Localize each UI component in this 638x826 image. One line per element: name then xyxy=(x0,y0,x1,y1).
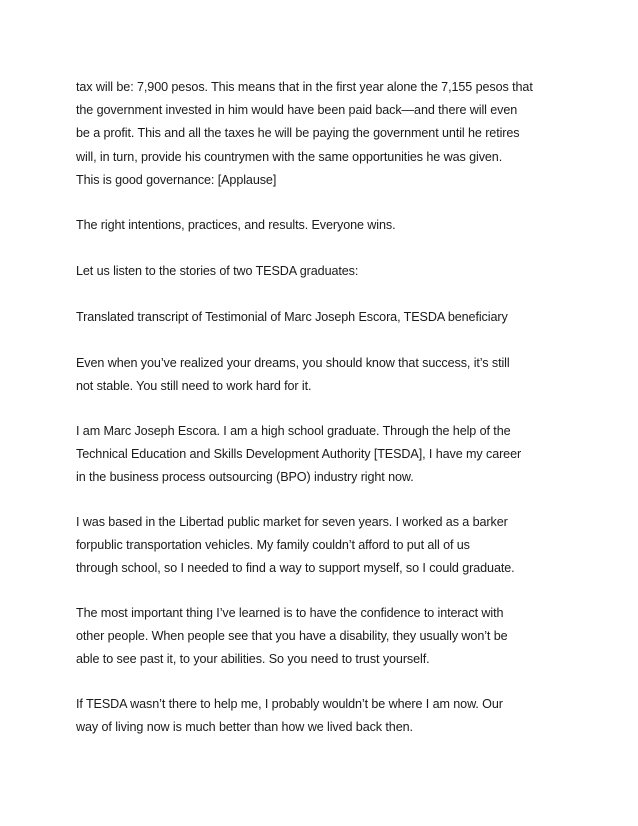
text-line: This is good governance: [Applause] xyxy=(76,172,277,187)
text-line: through school, so I needed to find a way to support myself, so I could graduate. xyxy=(76,561,515,576)
text-line: I was based in the Libertad public market for seven years. I worked as a barker xyxy=(76,515,508,529)
text-line: forpublic transportation vehicles. My family couldn’t afford to put all of us xyxy=(76,538,470,553)
paragraph-governance xyxy=(76,76,576,192)
text-line: The most important thing I’ve learned is to have the confidence to interact with xyxy=(76,606,504,620)
text-line: If TESDA wasn’t there to help me, I probably wouldn’t be where I am now. Our xyxy=(76,697,503,711)
text-line: other people. When people see that you have a disability, they usually won’t be xyxy=(76,629,508,644)
text-line: Technical Education and Skills Development Authority [TESDA], I have my career xyxy=(76,447,522,462)
text-line: able to see past it, to your abilities. So you need to trust yourself. xyxy=(76,652,430,667)
paragraph-living-better xyxy=(76,693,576,739)
text-line: I am Marc Joseph Escora. I am a high school graduate. Through the help of the xyxy=(76,424,511,438)
text-line: not stable. You still need to work hard for it. xyxy=(76,379,312,394)
text-line: Translated transcript of Testimonial of Marc Joseph Escora, TESDA beneficiary xyxy=(76,310,508,324)
text-line: Let us listen to the stories of two TESDA graduates: xyxy=(76,264,359,278)
text-line: way of living now is much better than how we lived back then. xyxy=(76,720,413,735)
paragraph-libertad-market xyxy=(76,511,576,581)
paragraph-introduction xyxy=(76,420,576,490)
text-line: will, in turn, provide his countrymen with the same opportunities he was given. xyxy=(76,149,503,164)
paragraph-confidence xyxy=(76,602,576,672)
text-line: be a profit. This and all the taxes he will be paying the government until he retires xyxy=(76,126,520,141)
text-line: in the business process outsourcing (BPO) industry right now. xyxy=(76,470,414,485)
text-line: the government invested in him would have been paid back—and there will even xyxy=(76,103,518,118)
text-line: The right intentions, practices, and results. Everyone wins. xyxy=(76,218,396,232)
paragraph-everyone-wins xyxy=(76,214,576,237)
paragraph-tesda-graduates xyxy=(76,260,576,283)
text-line: Even when you’ve realized your dreams, you should know that success, it’s still xyxy=(76,356,510,370)
paragraph-success xyxy=(76,352,576,398)
paragraph-transcript-heading xyxy=(76,306,576,329)
text-line: tax will be: 7,900 pesos. This means that in the first year alone the 7,155 pesos that xyxy=(76,80,533,94)
